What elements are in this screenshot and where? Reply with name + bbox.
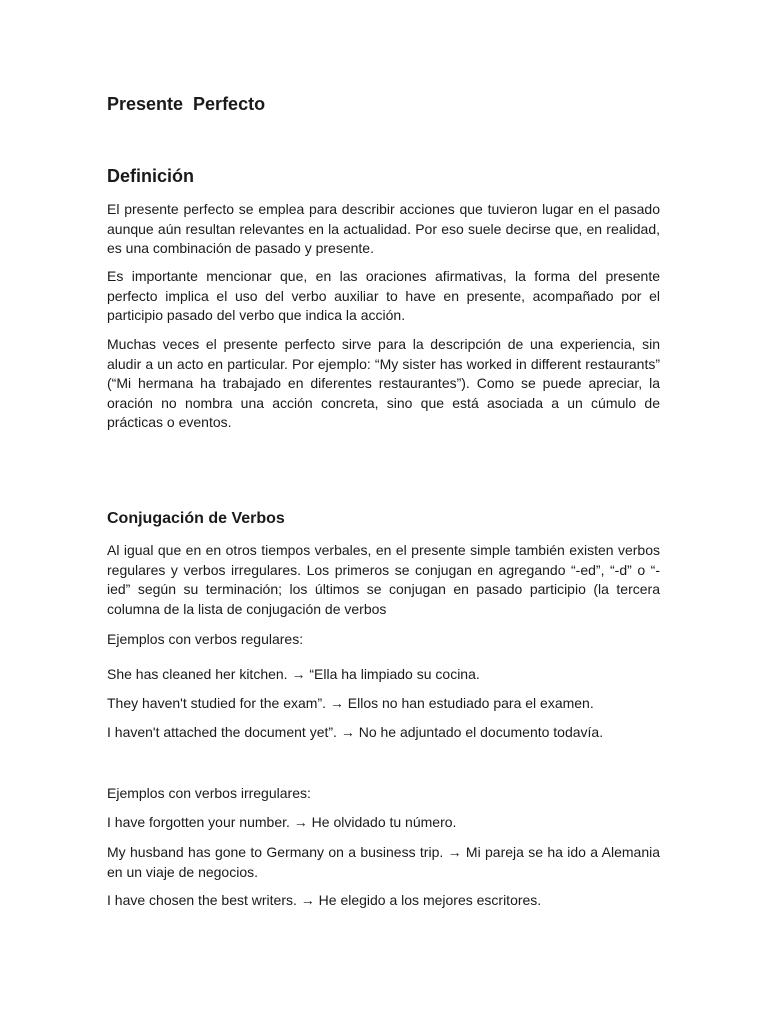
- irregular-examples-label: Ejemplos con verbos irregulares:: [107, 785, 311, 801]
- definition-paragraph-3: Muchas veces el presente perfecto sirve para la descripción de una experiencia, sin aludir a un acto en particular. Por ejemplo: “My sister has worked in different restaurants” (“Mi hermana ha trabajado en diferentes restaurantes”). Como se puede apreciar, la oración no nombra una acción concreta, sino que está asociada a un cúmulo de prácticas o eventos.: [107, 336, 660, 430]
- irregular-example: I have chosen the best writers. → He elegido a los mejores escritores.: [107, 892, 542, 908]
- irregular-example: My husband has gone to Germany on a business trip. → Mi pareja se ha ido a Alemania en un viaje de negocios.: [107, 844, 660, 880]
- definition-paragraph-2: Es importante mencionar que, en las oraciones afirmativas, la forma del presente perfecto implica el uso del verbo auxiliar to have en presente, acompañado por el participio pasado del verbo que indica la acción.: [107, 268, 660, 323]
- regular-example: I haven't attached the document yet”. → No he adjuntado el documento todavía.: [107, 724, 604, 740]
- regular-examples-label: Ejemplos con verbos regulares:: [107, 631, 304, 647]
- document-title: Presente Perfecto: [107, 94, 266, 114]
- conjugation-heading: Conjugación de Verbos: [107, 510, 285, 527]
- irregular-example: I have forgotten your number. → He olvidado tu número.: [107, 814, 457, 830]
- regular-example: They haven't studied for the exam”. → Ellos no han estudiado para el examen.: [107, 695, 594, 711]
- definition-paragraph-1: El presente perfecto se emplea para describir acciones que tuvieron lugar en el pasado aunque aún resultan relevantes en la actualidad. Por eso suele decirse que, en realidad, es una combinación de pasado y presente.: [107, 201, 660, 256]
- conjugation-intro: Al igual que en en otros tiempos verbales, en el presente simple también existen verbos regulares y verbos irregulares. Los primeros se conjugan en agregando “-ed”, “-d” o “-ied” según su terminación; los últimos se conjugan en pasado participio (la tercera columna de la lista de conjugación de verbos: [107, 542, 660, 617]
- definition-heading: Definición: [107, 166, 195, 186]
- regular-example: She has cleaned her kitchen. → “Ella ha limpiado su cocina.: [107, 666, 480, 682]
